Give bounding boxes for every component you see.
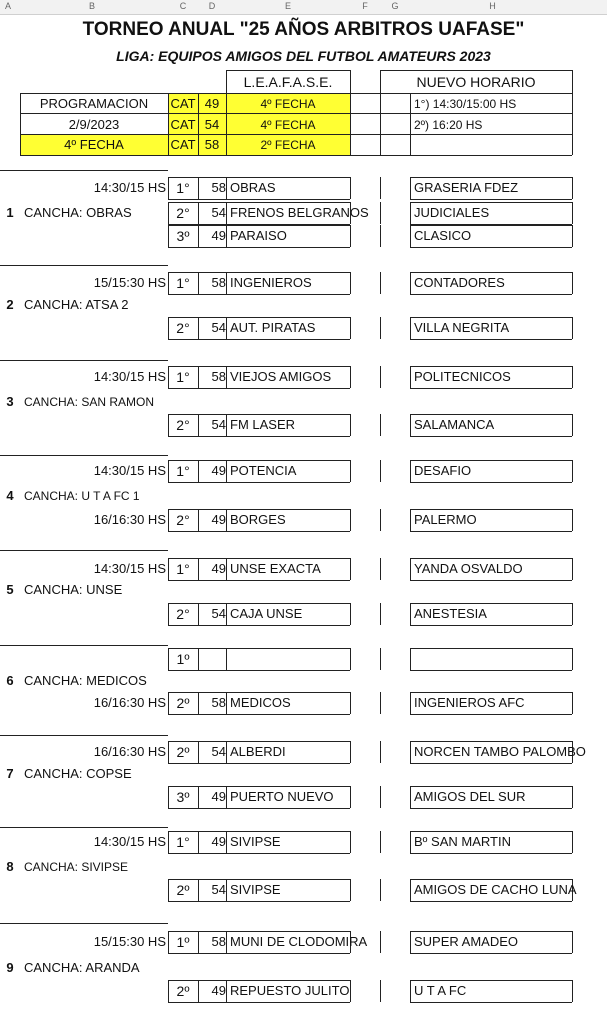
match-category: 54 xyxy=(211,606,226,621)
match-category: 49 xyxy=(211,834,226,849)
cancha-label: CANCHA: COPSE xyxy=(24,766,132,781)
team-home: CAJA UNSE xyxy=(230,606,303,621)
cat-fecha: 4º FECHA xyxy=(260,97,316,111)
column-header[interactable]: F xyxy=(362,1,368,11)
team-away: ANESTESIA xyxy=(414,606,487,621)
match-order: 2° xyxy=(176,512,190,528)
match-category: 54 xyxy=(211,882,226,897)
match-order: 2º xyxy=(176,983,190,999)
match-order: 2° xyxy=(176,205,190,221)
match-order: 1° xyxy=(176,834,190,850)
cat-fecha: 2º FECHA xyxy=(260,138,316,152)
column-header[interactable]: C xyxy=(179,1,187,11)
team-away: Bº SAN MARTIN xyxy=(414,834,511,849)
match-category: 58 xyxy=(211,275,226,290)
column-header[interactable]: H xyxy=(489,1,496,11)
match-category: 49 xyxy=(211,228,226,243)
team-home: MUNI DE CLODOMIRA xyxy=(230,934,368,949)
match-time: 14:30/15 HS xyxy=(93,561,166,576)
match-time: 14:30/15 HS xyxy=(93,369,166,384)
match-category: 54 xyxy=(211,744,226,759)
team-home: AUT. PIRATAS xyxy=(230,320,316,335)
team-away: PALERMO xyxy=(414,512,477,527)
cancha-label: CANCHA: U T A FC 1 xyxy=(24,489,140,503)
sheet-subtitle: LIGA: EQUIPOS AMIGOS DEL FUTBOL AMATEURS 2023 xyxy=(116,48,491,64)
team-away: CONTADORES xyxy=(414,275,505,290)
team-home: MEDICOS xyxy=(230,695,291,710)
date-label: 2/9/2023 xyxy=(68,117,120,132)
match-time: 14:30/15 HS xyxy=(93,463,166,478)
column-header-bar xyxy=(0,0,607,15)
match-order: 1° xyxy=(176,463,190,479)
team-home: FM LASER xyxy=(230,417,296,432)
horario-2: 2º) 16:20 HS xyxy=(414,118,483,132)
team-away: AMIGOS DE CACHO LUNA xyxy=(414,882,577,897)
match-category: 58 xyxy=(211,180,226,195)
match-order: 2° xyxy=(176,320,190,336)
match-order: 1° xyxy=(176,369,190,385)
match-category: 58 xyxy=(211,934,226,949)
cat-label: CAT xyxy=(170,137,196,152)
block-number: 2 xyxy=(6,297,14,312)
team-home: POTENCIA xyxy=(230,463,297,478)
block-number: 7 xyxy=(6,766,14,781)
cat-label: CAT xyxy=(170,96,196,111)
cancha-label: CANCHA: MEDICOS xyxy=(24,673,147,688)
block-number: 5 xyxy=(6,582,14,597)
cat-fecha: 4º FECHA xyxy=(260,118,316,132)
match-order: 2º xyxy=(176,882,190,898)
team-home: INGENIEROS xyxy=(230,275,312,290)
cancha-label: CANCHA: ARANDA xyxy=(24,960,140,975)
team-away: AMIGOS DEL SUR xyxy=(414,789,526,804)
team-home: SIVIPSE xyxy=(230,882,281,897)
match-order: 1° xyxy=(176,561,190,577)
programacion-label: PROGRAMACION xyxy=(39,96,149,111)
match-order: 2° xyxy=(176,417,190,433)
cancha-label: CANCHA: OBRAS xyxy=(24,205,132,220)
match-order: 1º xyxy=(176,934,190,950)
column-header[interactable]: B xyxy=(88,1,95,11)
team-away: CLASICO xyxy=(414,228,472,243)
team-home: UNSE EXACTA xyxy=(230,561,321,576)
match-order: 1° xyxy=(176,180,190,196)
team-home: OBRAS xyxy=(230,180,276,195)
match-time: 14:30/15 HS xyxy=(93,180,166,195)
team-away: JUDICIALES xyxy=(414,205,490,220)
match-order: 1º xyxy=(176,651,190,667)
team-away: SUPER AMADEO xyxy=(414,934,519,949)
team-away: NORCEN TAMBO PALOMBO xyxy=(414,744,586,759)
team-away: SALAMANCA xyxy=(414,417,495,432)
team-home: BORGES xyxy=(230,512,286,527)
column-header[interactable]: E xyxy=(284,1,291,11)
column-header[interactable]: G xyxy=(391,1,399,11)
team-away: GRASERIA FDEZ xyxy=(414,180,519,195)
team-away: POLITECNICOS xyxy=(414,369,511,384)
block-number: 3 xyxy=(6,394,14,409)
match-time: 16/16:30 HS xyxy=(93,512,166,527)
match-order: 2° xyxy=(176,606,190,622)
column-header[interactable]: D xyxy=(208,1,216,11)
team-away: U T A FC xyxy=(414,983,467,998)
cancha-label: CANCHA: SIVIPSE xyxy=(24,860,129,874)
match-time: 15/15:30 HS xyxy=(93,275,166,290)
match-category: 58 xyxy=(211,695,226,710)
horario-1: 1°) 14:30/15:00 HS xyxy=(414,97,517,111)
block-number: 8 xyxy=(6,859,14,874)
team-home: PUERTO NUEVO xyxy=(230,789,334,804)
match-category: 49 xyxy=(211,561,226,576)
match-category: 58 xyxy=(211,369,226,384)
team-home: REPUESTO JULITO xyxy=(230,983,350,998)
team-away: YANDA OSVALDO xyxy=(414,561,523,576)
team-home: SIVIPSE xyxy=(230,834,281,849)
cancha-label: CANCHA: ATSA 2 xyxy=(24,297,129,312)
match-order: 3º xyxy=(176,228,190,244)
block-number: 1 xyxy=(6,205,14,220)
team-away: DESAFIO xyxy=(414,463,472,478)
match-category: 49 xyxy=(211,789,226,804)
team-home: PARAISO xyxy=(230,228,287,243)
team-away: INGENIEROS AFC xyxy=(414,695,525,710)
match-category: 54 xyxy=(211,320,226,335)
match-category: 49 xyxy=(211,983,226,998)
match-category: 54 xyxy=(211,417,226,432)
match-order: 3º xyxy=(176,789,190,805)
block-number: 6 xyxy=(6,673,14,688)
cat-number: 58 xyxy=(204,137,220,152)
sheet-title: TORNEO ANUAL "25 AÑOS ARBITROS UAFASE" xyxy=(82,19,525,40)
match-time: 15/15:30 HS xyxy=(93,934,166,949)
cancha-label: CANCHA: UNSE xyxy=(24,582,123,597)
match-time: 16/16:30 HS xyxy=(93,695,166,710)
match-category: 49 xyxy=(211,463,226,478)
match-time: 14:30/15 HS xyxy=(93,834,166,849)
team-away: VILLA NEGRITA xyxy=(414,320,510,335)
match-category: 49 xyxy=(211,512,226,527)
match-category: 54 xyxy=(211,205,226,220)
cat-label: CAT xyxy=(170,117,196,132)
team-home: VIEJOS AMIGOS xyxy=(230,369,332,384)
block-number: 9 xyxy=(6,960,14,975)
match-time: 16/16:30 HS xyxy=(93,744,166,759)
leafase-header: L.E.A.F.A.S.E. xyxy=(243,74,333,90)
match-order: 2º xyxy=(176,695,190,711)
fecha-label: 4º FECHA xyxy=(64,137,124,152)
cat-number: 49 xyxy=(204,96,220,111)
team-home: FRENOS BELGRANOS xyxy=(230,205,369,220)
nuevo-horario-header: NUEVO HORARIO xyxy=(416,74,536,90)
match-order: 2º xyxy=(176,744,190,760)
cancha-label: CANCHA: SAN RAMON xyxy=(24,395,155,409)
column-header[interactable]: A xyxy=(4,1,11,11)
match-order: 1° xyxy=(176,275,190,291)
cat-number: 54 xyxy=(204,117,220,132)
team-home: ALBERDI xyxy=(230,744,286,759)
block-number: 4 xyxy=(6,488,14,503)
